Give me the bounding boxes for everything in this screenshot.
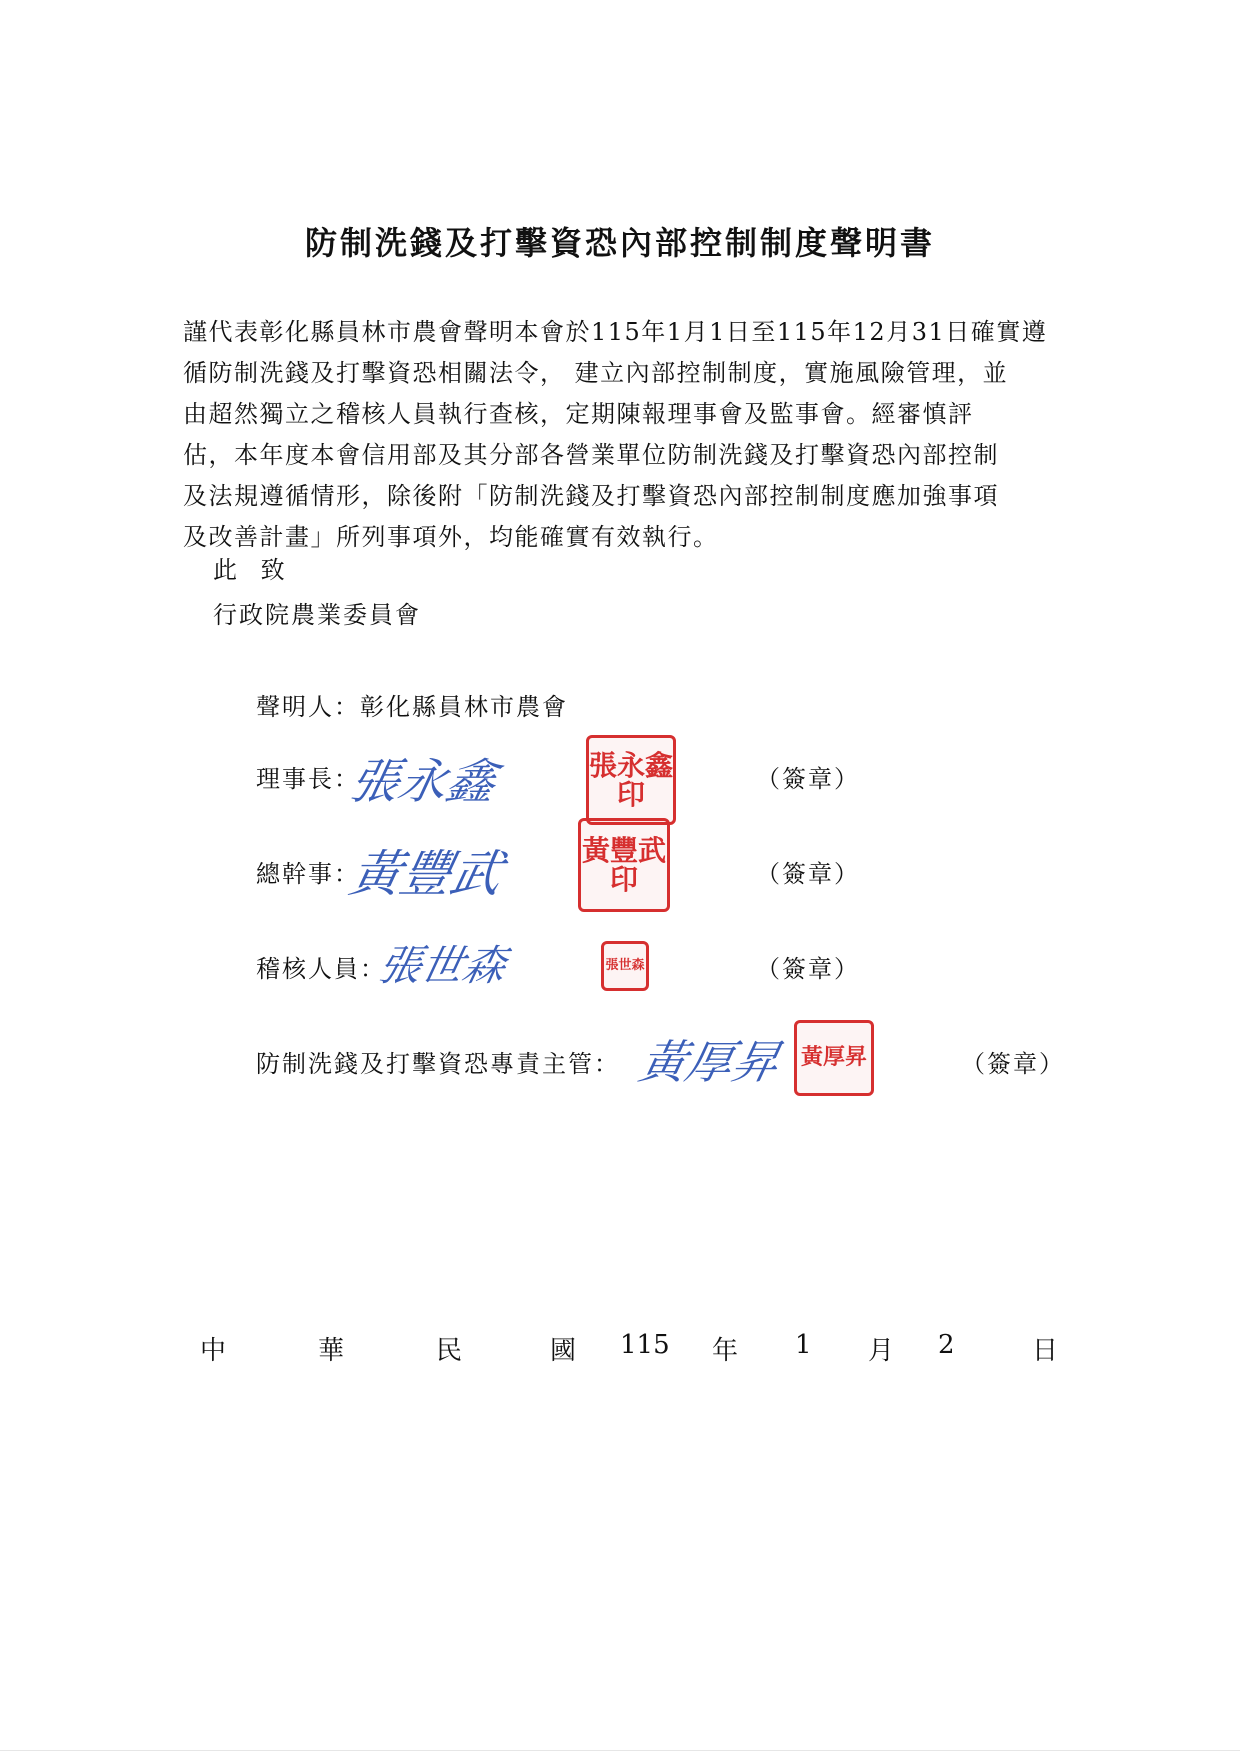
signatory-label: 稽核人員： (256, 955, 386, 983)
date-part: 日 (1032, 1336, 1059, 1366)
body-line: 及改善計畫」所列事項外，均能確實有效執行。 (183, 523, 719, 551)
handwritten-signature: 黃豐武 (344, 845, 508, 903)
declaration-body (183, 312, 1143, 558)
body-line: 謹代表彰化縣員林市農會聲明本會於115年1月1日至115年12月31日確實遵 (183, 318, 1048, 346)
date-part: 年 (712, 1336, 739, 1366)
sign-seal-note: （簽章） (756, 955, 860, 983)
date-part: 月 (868, 1336, 895, 1366)
body-line: 估，本年度本會信用部及其分部各營業單位防制洗錢及打擊資恐內部控制 (183, 441, 999, 469)
red-seal: 張永鑫印 (586, 735, 676, 825)
signatory-label: 防制洗錢及打擊資恐專責主管： (256, 1050, 620, 1078)
date-year: 115 (620, 1330, 670, 1360)
body-line: 及法規遵循情形，除後附「防制洗錢及打擊資恐內部控制制度應加強事項 (183, 482, 999, 510)
sign-seal-note: （簽章） (756, 765, 860, 793)
date-part: 中 (200, 1336, 227, 1366)
closing-salutation: 此 致 (213, 556, 293, 584)
date-part: 國 (550, 1336, 577, 1366)
date-day: 2 (938, 1330, 955, 1360)
signatory-label: 總幹事： (256, 860, 360, 888)
handwritten-signature: 張世森 (374, 941, 511, 990)
date-part: 華 (318, 1336, 345, 1366)
signatory-label: 理事長： (256, 765, 360, 793)
red-seal: 張世森 (601, 941, 649, 991)
document-title: 防制洗錢及打擊資恐內部控制制度聲明書 (304, 224, 935, 262)
date-month: 1 (795, 1330, 812, 1360)
signatory-chairman (256, 745, 1156, 811)
body-line: 循防制洗錢及打擊資恐相關法令， 建立內部控制制度，實施風險管理，並 (183, 359, 1009, 387)
body-line: 由超然獨立之稽核人員執行查核，定期陳報理事會及監事會。經審慎評 (183, 400, 974, 428)
signatory-general-manager (256, 833, 1156, 903)
date-part: 民 (436, 1336, 463, 1366)
signatory-aml-officer (256, 1030, 1156, 1090)
handwritten-signature: 黃厚昇 (634, 1035, 785, 1089)
signatory-auditor (256, 935, 1156, 995)
recipient: 行政院農業委員會 (213, 601, 421, 629)
sign-seal-note: （簽章） (961, 1050, 1065, 1078)
page-bottom-divider (0, 1750, 1240, 1751)
red-seal: 黃厚昇 (794, 1020, 874, 1096)
declarant: 聲明人：彰化縣員林市農會 (256, 693, 568, 721)
sign-seal-note: （簽章） (756, 860, 860, 888)
red-seal: 黃豐武印 (578, 818, 670, 912)
handwritten-signature: 張永鑫 (345, 754, 502, 810)
document-date (0, 1330, 1240, 1370)
